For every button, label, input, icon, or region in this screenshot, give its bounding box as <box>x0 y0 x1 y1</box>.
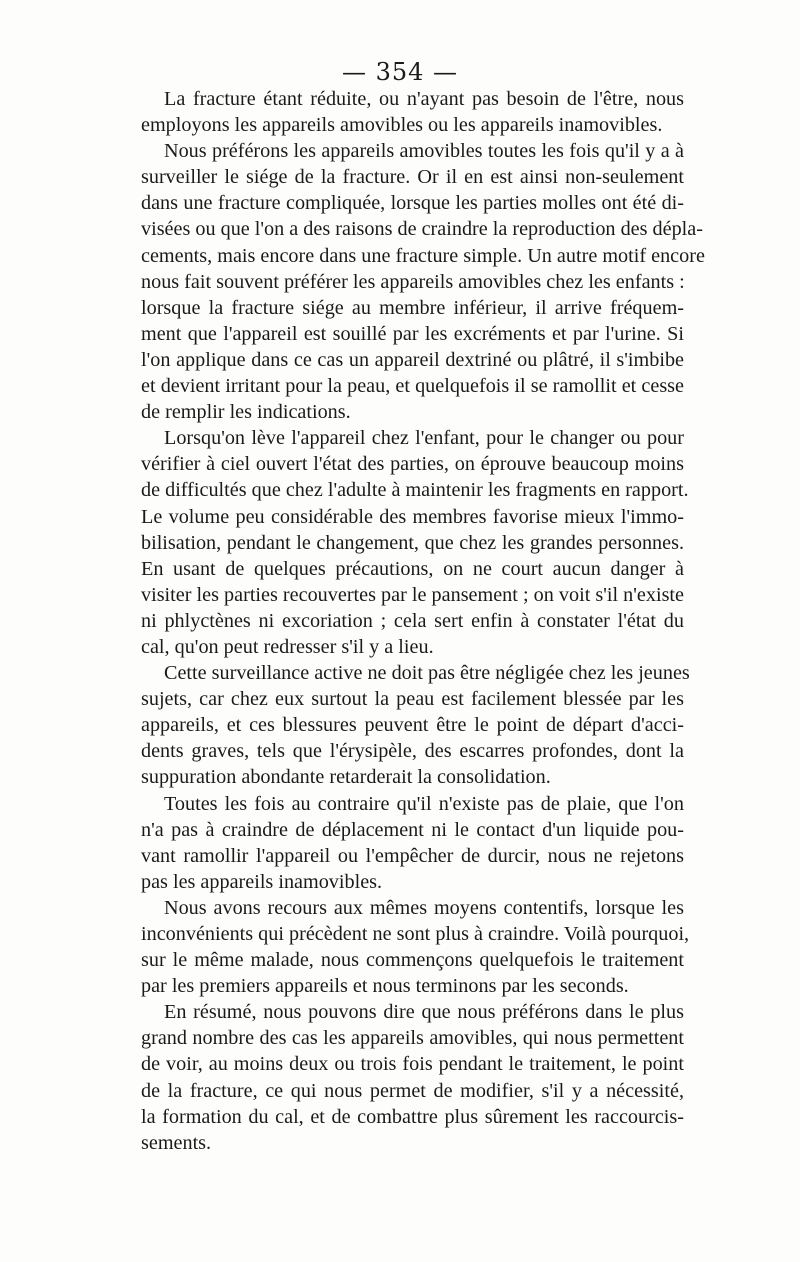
text-line: n'a pas à craindre de déplacement ni le contact d'un liquide pou- <box>141 818 684 841</box>
text-line: visiter les parties recouvertes par le pansement ; on voit s'il n'existe <box>141 583 684 606</box>
paragraph <box>118 425 689 660</box>
paragraph <box>118 660 690 790</box>
text-line: Le volume peu considérable des membres favorise mieux l'immo- <box>141 505 684 528</box>
text-line: nous fait souvent préférer les appareils amovibles chez les enfants : <box>141 270 685 293</box>
text-line: de voir, au moins deux ou trois fois pendant le traitement, le point <box>141 1053 684 1076</box>
text-line: visées ou que l'on a des raisons de craindre la reproduction des dépla- <box>141 218 703 241</box>
text-line: La fracture étant réduite, ou n'ayant pas besoin de l'être, nous <box>164 88 684 110</box>
text-line: Nous avons recours aux mêmes moyens contentifs, lorsque les <box>164 896 684 919</box>
body-text <box>118 86 705 1156</box>
paragraph <box>118 138 705 425</box>
text-line: En résumé, nous pouvons dire que nous préférons dans le plus <box>164 1001 684 1024</box>
text-line: inconvénients qui précèdent ne sont plus à craindre. Voilà pourquoi, <box>141 923 690 945</box>
text-line: sujets, car chez eux surtout la peau est facilement blessée par les <box>141 688 684 711</box>
text-line: ment que l'appareil est souillé par les excréments et par l'urine. Si <box>141 322 684 345</box>
page-number: — 354 — <box>341 58 459 86</box>
text-line: et devient irritant pour la peau, et quelquefois il se ramollit et cesse <box>141 375 684 398</box>
paragraph <box>118 86 684 138</box>
text-line: sements. <box>141 1131 212 1154</box>
text-line: de remplir les indications. <box>141 401 351 424</box>
text-line: Lorsqu'on lève l'appareil chez l'enfant, pour le changer ou pour <box>164 427 684 450</box>
text-line: ni phlyctènes ni excoriation ; cela sert enfin à constater l'état du <box>141 609 684 632</box>
text-line: de difficultés que chez l'adulte à maintenir les fragments en rapport. <box>141 479 689 502</box>
paragraph <box>118 895 690 999</box>
text-line: cements, mais encore dans une fracture simple. Un autre motif encore <box>141 244 705 267</box>
text-line: grand nombre des cas les appareils amovibles, qui nous permettent <box>141 1027 684 1050</box>
text-line: sur le même malade, nous commençons quelquefois le traitement <box>141 949 684 972</box>
text-line: pas les appareils inamovibles. <box>141 870 383 893</box>
paragraph <box>118 999 684 1156</box>
text-line: de la fracture, ce qui nous permet de modifier, s'il y a nécessité, <box>141 1079 684 1102</box>
text-line: cal, qu'on peut redresser s'il y a lieu. <box>141 635 434 658</box>
text-line: vérifier à ciel ouvert l'état des parties, on éprouve beaucoup moins <box>141 453 684 476</box>
text-line: Toutes les fois au contraire qu'il n'existe pas de plaie, que l'on <box>164 792 684 815</box>
text-line: employons les appareils amovibles ou les appareils inamovibles. <box>141 114 663 137</box>
text-line: l'on applique dans ce cas un appareil dextriné ou plâtré, il s'imbibe <box>141 348 684 371</box>
text-line: lorsque la fracture siége au membre inférieur, il arrive fréquem- <box>141 296 684 319</box>
text-line: dans une fracture compliquée, lorsque les parties molles ont été di- <box>141 192 684 215</box>
text-line: En usant de quelques précautions, on ne court aucun danger à <box>141 557 684 580</box>
text-line: surveiller le siége de la fracture. Or il en est ainsi non-seulement <box>141 166 684 189</box>
text-line: par les premiers appareils et nous terminons par les seconds. <box>141 975 629 998</box>
text-line: la formation du cal, et de combattre plus sûrement les raccourcis- <box>141 1105 684 1128</box>
text-line: suppuration abondante retarderait la consolidation. <box>141 766 551 789</box>
text-line: vant ramollir l'appareil ou l'empêcher de durcir, nous ne rejetons <box>141 844 684 867</box>
text-line: appareils, et ces blessures peuvent être le point de départ d'acci- <box>141 714 684 737</box>
text-line: bilisation, pendant le changement, que chez les grandes personnes. <box>141 531 684 554</box>
paragraph <box>118 791 684 895</box>
text-line: Cette surveillance active ne doit pas être négligée chez les jeunes <box>164 662 690 685</box>
text-line: dents graves, tels que l'érysipèle, des escarres profondes, dont la <box>141 740 684 763</box>
text-line: Nous préférons les appareils amovibles toutes les fois qu'il y a à <box>164 140 684 163</box>
